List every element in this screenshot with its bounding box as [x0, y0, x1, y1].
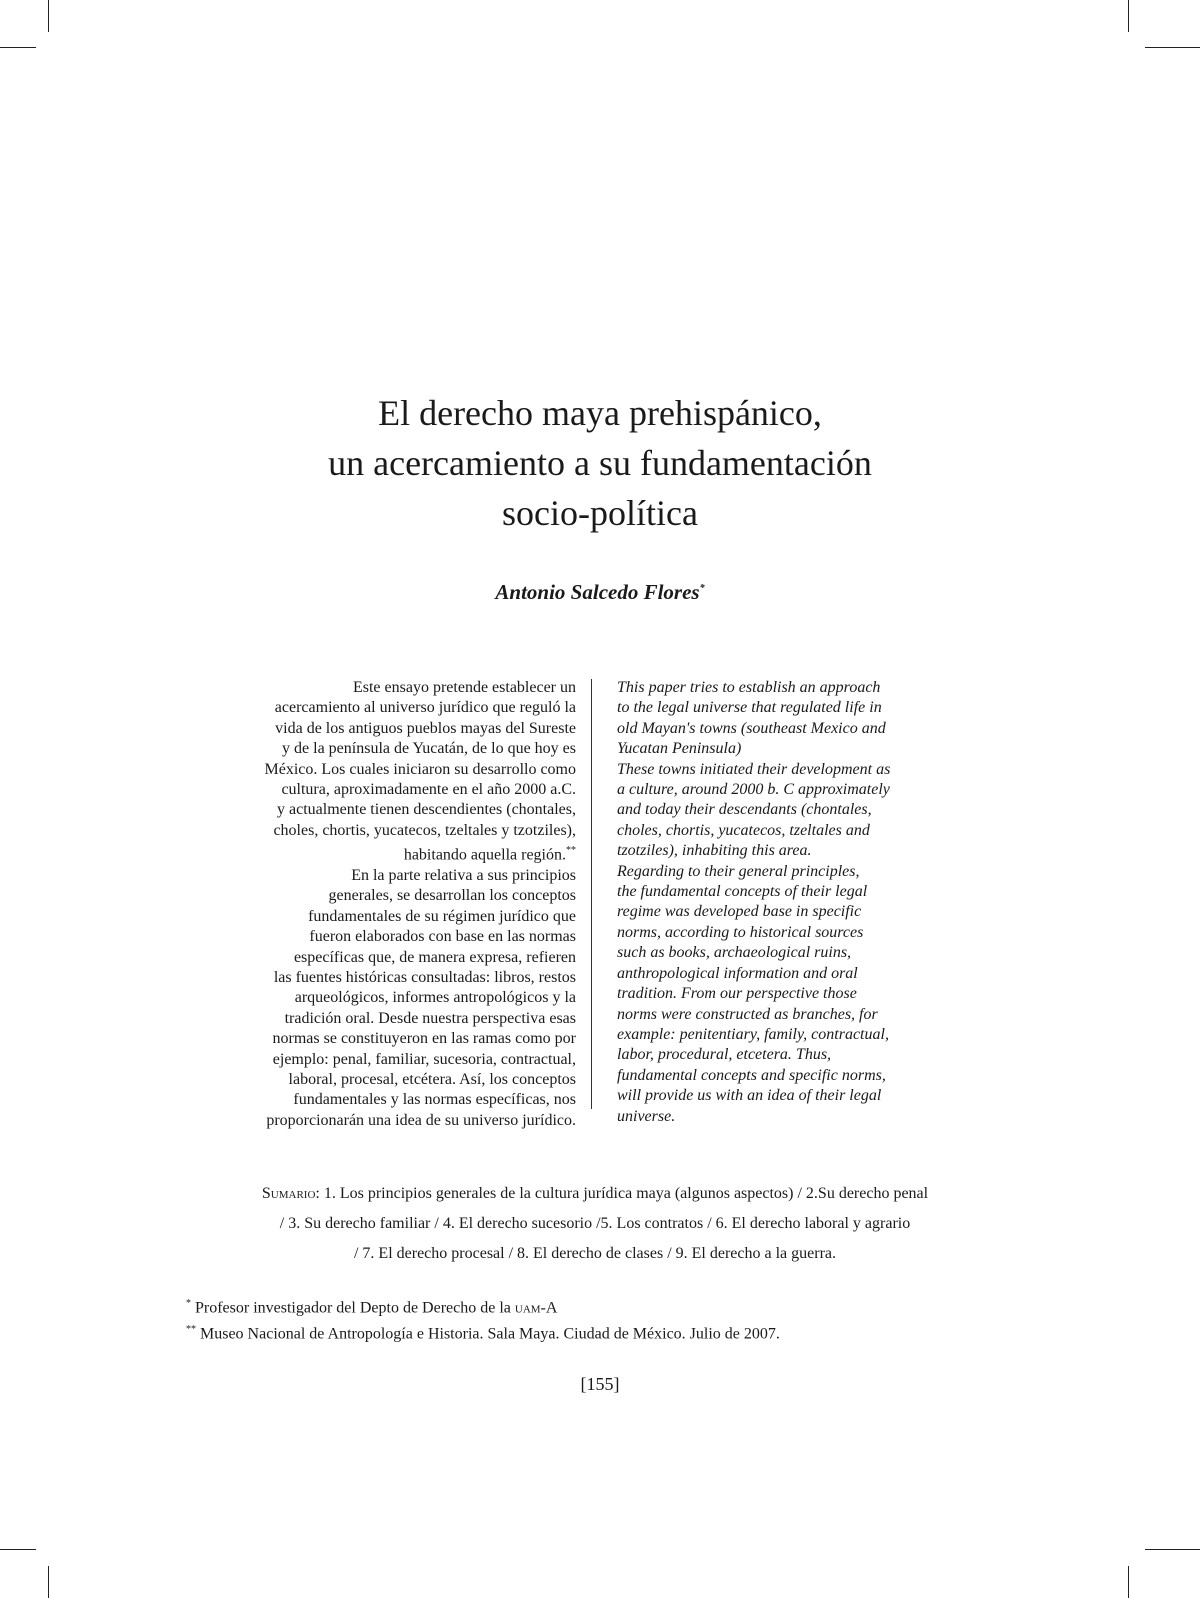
abstract-es-paragraph-2	[176, 866, 576, 1131]
abstract-en-line: tradition. From our perspective those	[617, 985, 857, 1003]
crop-mark-tr-v	[1128, 0, 1129, 32]
abstract-en-line: such as books, archaeological ruins,	[617, 944, 852, 962]
abstract-es-line: generales, se desarrollan los conceptos	[328, 887, 576, 905]
summary-label: Sumario	[261, 1185, 316, 1202]
abstract-es-line: laboral, procesal, etcétera. Así, los conceptos	[288, 1071, 576, 1089]
crop-mark-bl-h	[0, 1549, 36, 1550]
summary-text: : 1. Los principios generales de la cultura jurídica maya (algunos aspectos) / 2.Su derecho penal	[315, 1185, 929, 1202]
abstract-en-line: norms were constructed as branches, for	[617, 1005, 878, 1023]
abstract-es-line: las fuentes históricas consultadas: libros, restos	[273, 969, 576, 987]
abstract-es-line: Este ensayo pretende establecer un	[352, 679, 576, 696]
summary-line: / 3. Su derecho familiar / 4. El derecho sucesorio /5. Los contratos / 6. El derecho laboral y agrario	[279, 1215, 911, 1232]
abstract-en-line: anthropological information and oral	[617, 964, 858, 982]
abstract-en-line: will provide us with an idea of their legal	[617, 1087, 882, 1105]
abstract-es-paragraph-1	[176, 678, 576, 866]
abstract-en-line: a culture, around 2000 b. C approximately	[617, 781, 890, 799]
title-line: un acercamiento a su fundamentación	[328, 443, 872, 483]
column-divider	[591, 679, 592, 1109]
title-line: socio-política	[502, 493, 698, 533]
abstract-en-line: example: penitentiary, family, contractual,	[617, 1025, 889, 1043]
author-name: Antonio Salcedo Flores	[495, 580, 700, 604]
summary-block	[180, 1179, 1010, 1269]
abstract-es-line: normas se constituyeron en las ramas como por	[272, 1030, 576, 1048]
crop-mark-tl-v	[48, 0, 49, 32]
abstract-es-line: En la parte relativa a sus principios	[351, 866, 576, 884]
footnote-text: Museo Nacional de Antropología e Historia. Sala Maya. Ciudad de México. Julio de 2007.	[196, 1325, 780, 1343]
abstract-spanish	[176, 678, 576, 1131]
abstract-es-line: arqueológicos, informes antropológicos y la	[294, 989, 576, 1007]
footnote-text: Profesor investigador del Depto de Derecho de la	[191, 1299, 515, 1317]
abstract-es-line: México. Los cuales iniciaron su desarrollo como	[264, 760, 576, 778]
footnote-reference-mark: **	[566, 845, 576, 857]
abstract-english	[617, 678, 962, 1127]
footnote-institution: uam-A	[514, 1299, 558, 1317]
crop-mark-tr-h	[1145, 47, 1200, 48]
abstract-es-line: y actualmente tienen descendientes (chontales,	[277, 801, 576, 819]
abstract-es-line: específicas que, de manera expresa, refieren	[293, 948, 576, 966]
abstract-en-line: Regarding to their general principles,	[617, 862, 860, 880]
abstract-en-paragraph	[617, 678, 962, 1127]
abstract-en-line: and today their descendants (chontales,	[617, 801, 872, 819]
abstract-es-line: tradición oral. Desde nuestra perspectiva esas	[284, 1009, 576, 1027]
abstract-en-line: old Mayan's towns (southeast Mexico and	[617, 719, 886, 737]
footnotes	[186, 1293, 1006, 1346]
abstract-en-line: norms, according to historical sources	[617, 923, 864, 941]
abstract-es-line: fundamentales de su régimen jurídico que	[308, 907, 576, 925]
crop-mark-br-v	[1128, 1566, 1129, 1598]
author-footnote-mark: *	[699, 583, 705, 594]
abstract-en-line: to the legal universe that regulated life in	[617, 699, 882, 717]
abstract-en-line: universe.	[617, 1107, 676, 1125]
abstract-en-line: the fundamental concepts of their legal	[617, 883, 868, 901]
abstract-en-line: choles, chortis, yucatecos, tzeltales and	[617, 821, 870, 839]
abstract-es-line: fundamentales y las normas específicas, nos	[293, 1091, 576, 1109]
footnote-mark: *	[186, 1298, 191, 1309]
abstract-es-line: vida de los antiguos pueblos mayas del Sureste	[275, 719, 576, 737]
abstract-en-line: tzotziles), inhabiting this area.	[617, 842, 812, 860]
crop-mark-br-h	[1145, 1549, 1200, 1550]
abstract-en-line: Yucatan Peninsula)	[617, 740, 742, 758]
abstract-es-line: proporcionarán una idea de su universo jurídico.	[266, 1111, 576, 1129]
abstract-es-line: y de la península de Yucatán, de lo que hoy es	[282, 740, 576, 758]
footnote	[186, 1319, 1006, 1345]
abstract-es-line: ejemplo: penal, familiar, sucesoria, contractual,	[272, 1050, 576, 1068]
title-line: El derecho maya prehispánico,	[378, 393, 822, 433]
abstract-en-line: This paper tries to establish an approach	[617, 679, 881, 696]
author-line	[0, 580, 1200, 605]
abstract-en-line: labor, procedural, etcetera. Thus,	[617, 1046, 832, 1064]
abstract-es-line: acercamiento al universo jurídico que reguló la	[274, 699, 576, 717]
footnote	[186, 1293, 1006, 1319]
abstract-es-line: choles, chortis, yucatecos, tzeltales y tzotziles),	[273, 821, 576, 839]
abstract-en-line: fundamental concepts and specific norms,	[617, 1066, 886, 1084]
abstract-en-line: These towns initiated their development as	[617, 760, 891, 778]
article-title	[0, 388, 1200, 538]
abstract-es-line: fueron elaborados con base en las normas	[309, 928, 576, 946]
summary-line: / 7. El derecho procesal / 8. El derecho de clases / 9. El derecho a la guerra.	[353, 1245, 836, 1262]
abstract-en-line: regime was developed base in specific	[617, 903, 862, 921]
summary-line	[180, 1179, 1010, 1209]
crop-mark-bl-v	[48, 1566, 49, 1598]
abstract-es-line: habitando aquella región.	[403, 846, 566, 864]
page-number: [155]	[580, 1374, 620, 1394]
abstract-es-line: cultura, aproximadamente en el año 2000 a.C.	[281, 781, 576, 799]
footnote-mark: **	[186, 1324, 196, 1336]
crop-mark-tl-h	[0, 47, 36, 48]
